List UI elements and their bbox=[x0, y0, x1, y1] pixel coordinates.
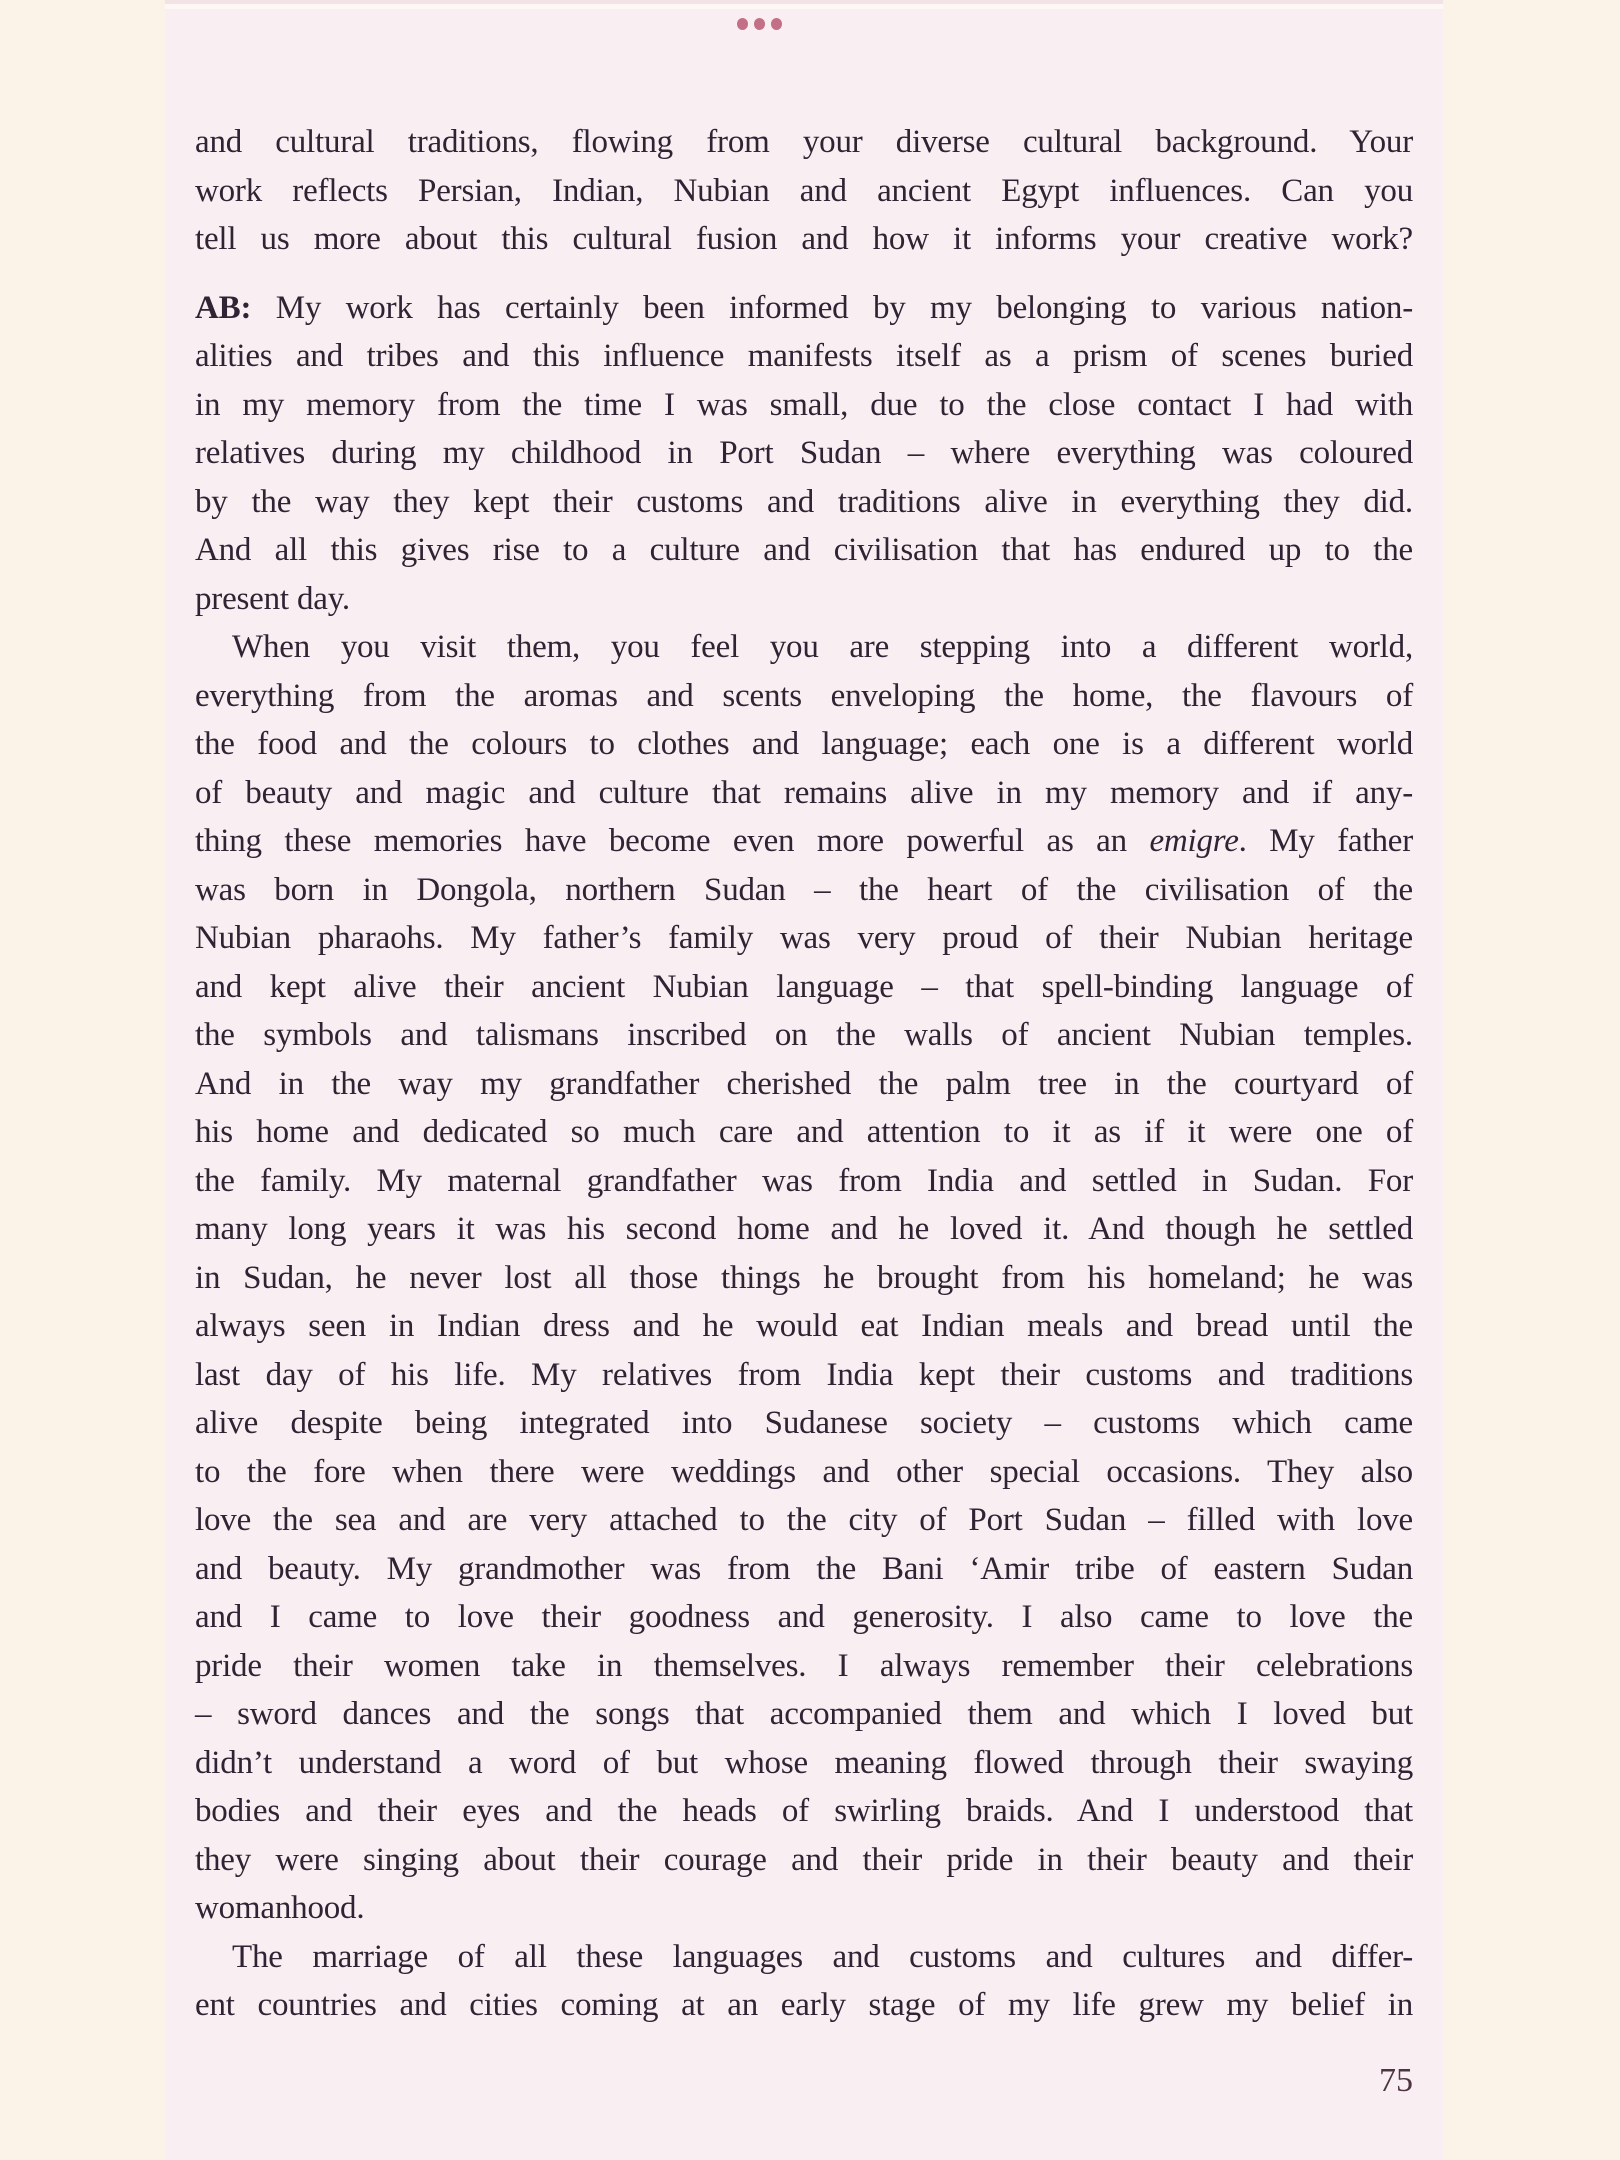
book-page bbox=[165, 0, 1443, 2160]
text-line: didn’t understand a word of but whose meaning flowed through their swaying bbox=[195, 1744, 1413, 1781]
text-line: always seen in Indian dress and he would eat Indian meals and bread until the bbox=[195, 1308, 1413, 1344]
text-line: and beauty. My grandmother was from the Bani ‘Amir tribe of eastern Sudan bbox=[195, 1550, 1413, 1587]
page-number: 75 bbox=[1379, 2062, 1413, 2099]
text-line: And all this gives rise to a culture and civilisation that has endured up to the bbox=[195, 532, 1413, 568]
text-line: bodies and their eyes and the heads of swirling braids. And I understood that bbox=[195, 1793, 1413, 1829]
text-line: to the fore when there were weddings and other special occasions. They also bbox=[195, 1453, 1413, 1490]
text-line: The marriage of all these languages and customs and cultures and differ- bbox=[232, 1938, 1413, 1975]
text-line: many long years it was his second home and he loved it. And though he settled bbox=[195, 1211, 1413, 1247]
text-line: the food and the colours to clothes and language; each one is a different world bbox=[195, 726, 1413, 762]
more-menu-button[interactable] bbox=[737, 18, 782, 30]
text-line: was born in Dongola, northern Sudan – the heart of the civilisation of the bbox=[195, 871, 1413, 908]
text-column bbox=[195, 118, 1413, 2030]
text-line: and cultural traditions, flowing from your diverse cultural background. Your bbox=[195, 124, 1413, 160]
text-line: When you visit them, you feel you are stepping into a different world, bbox=[232, 629, 1413, 665]
text-line: thing these memories have become even more powerful as an emigre. My father bbox=[195, 823, 1413, 859]
text-line: womanhood. bbox=[195, 1890, 365, 1926]
menu-dot-icon bbox=[771, 18, 782, 30]
interviewer-question bbox=[195, 118, 1413, 264]
text-line: everything from the aromas and scents enveloping the home, the flavours of bbox=[195, 677, 1413, 714]
text-line: by the way they kept their customs and traditions alive in everything they did. bbox=[195, 483, 1413, 520]
text-line: alive despite being integrated into Sudanese society – customs which came bbox=[195, 1405, 1413, 1441]
text-line: ent countries and cities coming at an early stage of my life grew my belief in bbox=[195, 1987, 1413, 2023]
text-line: alities and tribes and this influence manifests itself as a prism of scenes buried bbox=[195, 338, 1413, 374]
text-line: AB: My work has certainly been informed by my belonging to various nation- bbox=[195, 289, 1413, 326]
text-line: work reflects Persian, Indian, Nubian and ancient Egypt influences. Can you bbox=[195, 172, 1413, 209]
text-line: relatives during my childhood in Port Sudan – where everything was coloured bbox=[195, 435, 1413, 471]
text-line: present day. bbox=[195, 580, 350, 617]
text-line: the family. My maternal grandfather was from India and settled in Sudan. For bbox=[195, 1162, 1413, 1199]
text-line: of beauty and magic and culture that remains alive in my memory and if any- bbox=[195, 774, 1413, 811]
text-line: – sword dances and the songs that accompanied them and which I loved but bbox=[195, 1696, 1413, 1732]
answer-closing bbox=[195, 1933, 1413, 2030]
text-line: and I came to love their goodness and generosity. I also came to love the bbox=[195, 1599, 1413, 1635]
menu-dot-icon bbox=[754, 18, 765, 30]
text-line: the symbols and talismans inscribed on the walls of ancient Nubian temples. bbox=[195, 1017, 1413, 1053]
text-line: in my memory from the time I was small, due to the close contact I had with bbox=[195, 386, 1413, 423]
text-line: love the sea and are very attached to the city of Port Sudan – filled with love bbox=[195, 1502, 1413, 1538]
text-line: pride their women take in themselves. I always remember their celebrations bbox=[195, 1647, 1413, 1684]
text-line: And in the way my grandfather cherished the palm tree in the courtyard of bbox=[195, 1065, 1413, 1102]
text-line: tell us more about this cultural fusion and how it informs your creative work? bbox=[195, 221, 1413, 257]
menu-dot-icon bbox=[737, 18, 748, 30]
text-line: they were singing about their courage and their pride in their beauty and their bbox=[195, 1841, 1413, 1878]
text-line: and kept alive their ancient Nubian language – that spell-binding language of bbox=[195, 968, 1413, 1005]
text-line: last day of his life. My relatives from India kept their customs and traditions bbox=[195, 1356, 1413, 1393]
text-line: his home and dedicated so much care and attention to it as if it were one of bbox=[195, 1114, 1413, 1150]
answer-opening bbox=[195, 284, 1413, 624]
text-line: in Sudan, he never lost all those things he brought from his homeland; he was bbox=[195, 1259, 1413, 1296]
answer-memories bbox=[195, 623, 1413, 1933]
page-edge-highlight bbox=[165, 4, 1443, 9]
text-line: Nubian pharaohs. My father’s family was very proud of their Nubian heritage bbox=[195, 920, 1413, 956]
